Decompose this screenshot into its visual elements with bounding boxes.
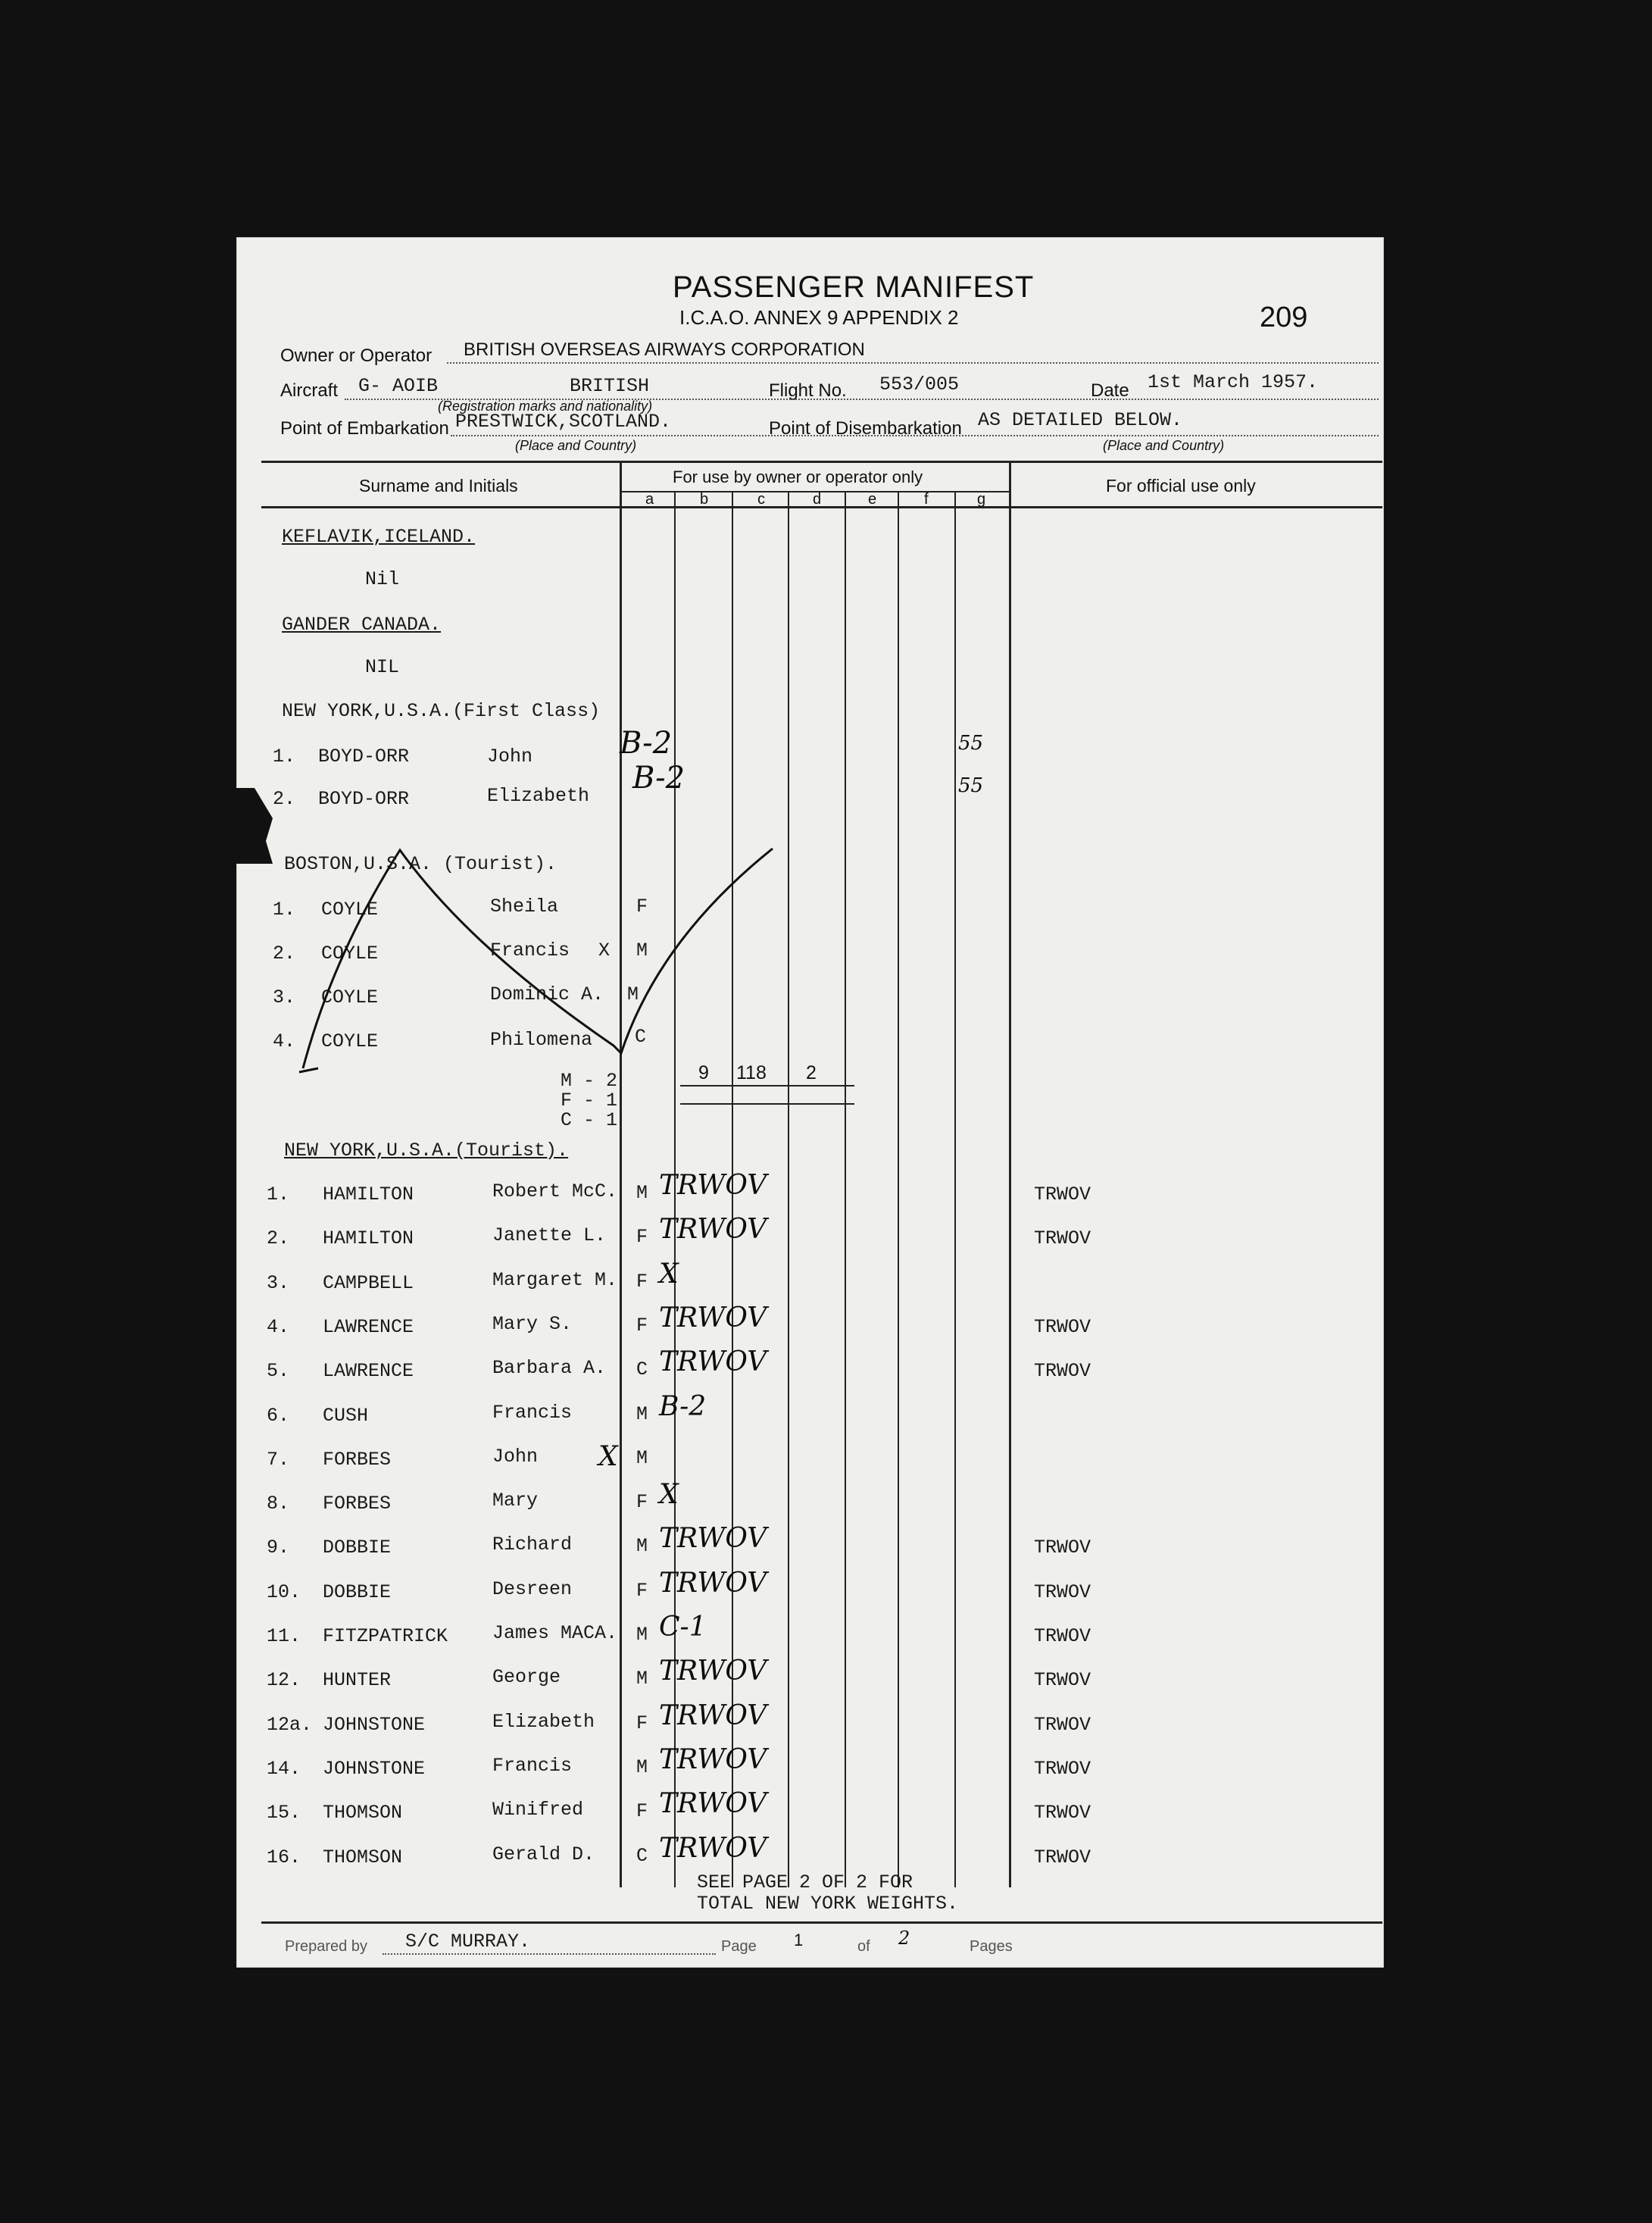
- row-num: 1.: [273, 899, 296, 921]
- row-official-value: TRWOV: [1034, 1360, 1091, 1382]
- row-mark: X: [598, 1441, 618, 1472]
- row-surname: HAMILTON: [323, 1227, 414, 1249]
- row-official-value: TRWOV: [1034, 1183, 1091, 1205]
- row-sex: F: [636, 1271, 648, 1293]
- row-surname: CAMPBELL: [323, 1272, 414, 1294]
- row-surname: CUSH: [323, 1405, 369, 1427]
- row-name: Mary S.: [492, 1313, 573, 1335]
- row-hand-note: TRWOV: [659, 1568, 767, 1599]
- total-female: F - 1: [561, 1090, 618, 1112]
- row-sex: M: [636, 1624, 648, 1646]
- row-surname: DOBBIE: [323, 1581, 392, 1603]
- page-stamp-number: 209: [1260, 302, 1308, 333]
- total-child: C - 1: [561, 1109, 618, 1131]
- row-surname: FORBES: [323, 1493, 392, 1515]
- row-surname: JOHNSTONE: [323, 1758, 426, 1780]
- col-letter-f: f: [924, 491, 929, 508]
- row-official-value: TRWOV: [1034, 1714, 1091, 1736]
- col-letter-a: a: [645, 491, 654, 508]
- row-hand-note: TRWOV: [659, 1744, 767, 1775]
- total-col-d: 2: [806, 1062, 817, 1083]
- total-col-b: 9: [698, 1062, 709, 1083]
- row-num: 14.: [267, 1758, 301, 1780]
- embark-value: PRESTWICK,SCOTLAND.: [455, 411, 672, 433]
- embark-label: Point of Embarkation: [280, 418, 449, 439]
- registration-note: (Registration marks and nationality): [438, 399, 653, 414]
- official-header: For official use only: [1106, 476, 1256, 496]
- row-name: Francis: [490, 940, 570, 961]
- gander-nil: NIL: [365, 656, 400, 678]
- row-name: Elizabeth: [487, 785, 590, 807]
- row-name: Mary: [492, 1490, 539, 1512]
- section-keflavik: KEFLAVIK,ICELAND.: [282, 526, 476, 548]
- row-surname: COYLE: [321, 1030, 379, 1052]
- footer-note-line2: TOTAL NEW YORK WEIGHTS.: [697, 1893, 959, 1915]
- row-name: Dominic A.: [490, 983, 604, 1005]
- col-letter-g: g: [977, 491, 986, 508]
- row-name: James MACA.: [492, 1622, 618, 1644]
- row-surname: COYLE: [321, 943, 379, 965]
- owner-use-header: For use by owner or operator only: [673, 467, 923, 486]
- page-label: Page: [721, 1938, 757, 1955]
- of-label: of: [857, 1938, 870, 1955]
- row-name: Philomena: [490, 1029, 593, 1051]
- row-hand-note: TRWOV: [659, 1170, 767, 1201]
- row-sex: M: [636, 1756, 648, 1778]
- owner-label: Owner or Operator: [280, 345, 433, 366]
- page-value: 1: [794, 1931, 804, 1949]
- row-num: 2.: [267, 1227, 290, 1249]
- row-name: Sheila: [490, 896, 559, 918]
- row-hand-note: B-2: [632, 761, 685, 796]
- row-name: Francis: [492, 1402, 573, 1424]
- row-name: George: [492, 1666, 561, 1688]
- section-ny-first: NEW YORK,U.S.A.(First Class): [282, 700, 601, 722]
- row-num: 2.: [273, 788, 296, 810]
- row-num: 5.: [267, 1360, 290, 1382]
- row-sex: F: [636, 1800, 648, 1822]
- row-num: 2.: [273, 943, 296, 965]
- row-num: 4.: [273, 1030, 296, 1052]
- row-hand-note: X: [659, 1479, 679, 1510]
- row-surname: FORBES: [323, 1449, 392, 1471]
- row-num: 8.: [267, 1493, 290, 1515]
- row-official-value: TRWOV: [1034, 1581, 1091, 1603]
- row-official-value: TRWOV: [1034, 1846, 1091, 1868]
- row-g-value: 55: [958, 732, 984, 755]
- total-col-c: 118: [736, 1062, 767, 1083]
- row-name: John: [492, 1446, 539, 1468]
- row-name: Gerald D.: [492, 1843, 595, 1865]
- row-surname: BOYD-ORR: [318, 746, 410, 768]
- pages-label: Pages: [970, 1938, 1013, 1955]
- section-gander: GANDER CANADA.: [282, 614, 442, 636]
- disembark-label: Point of Disembarkation: [769, 418, 962, 439]
- row-name: Desreen: [492, 1578, 573, 1600]
- row-official-value: TRWOV: [1034, 1758, 1091, 1780]
- row-sex: F: [636, 1580, 648, 1602]
- flight-label: Flight No.: [769, 380, 847, 401]
- row-mark: X: [598, 940, 611, 961]
- row-num: 16.: [267, 1846, 301, 1868]
- row-hand-note: TRWOV: [659, 1656, 767, 1687]
- row-g-value: 55: [958, 774, 984, 797]
- row-name: Francis: [492, 1755, 573, 1777]
- row-sex: F: [636, 1712, 648, 1734]
- keflavik-nil: Nil: [365, 568, 400, 590]
- row-official-value: TRWOV: [1034, 1669, 1091, 1691]
- section-ny-tourist: NEW YORK,U.S.A.(Tourist).: [284, 1140, 569, 1162]
- row-sex: M: [636, 1668, 648, 1690]
- of-value: 2: [898, 1928, 910, 1949]
- aircraft-value: G- AOIB: [358, 375, 439, 397]
- row-name: Richard: [492, 1534, 573, 1555]
- row-sex: C: [636, 1358, 648, 1380]
- row-official-value: TRWOV: [1034, 1802, 1091, 1824]
- row-num: 7.: [267, 1449, 290, 1471]
- row-official-value: TRWOV: [1034, 1625, 1091, 1647]
- row-hand-note: B-2: [620, 726, 673, 761]
- row-num: 11.: [267, 1625, 301, 1647]
- row-sex: M: [636, 1447, 648, 1469]
- row-sex: M: [636, 1403, 648, 1425]
- row-surname: LAWRENCE: [323, 1316, 414, 1338]
- row-hand-note: C-1: [659, 1612, 707, 1643]
- owner-value: BRITISH OVERSEAS AIRWAYS CORPORATION: [464, 339, 865, 360]
- row-num: 4.: [267, 1316, 290, 1338]
- date-label: Date: [1091, 380, 1129, 401]
- row-sex: F: [636, 1491, 648, 1513]
- row-name: Winifred: [492, 1799, 584, 1821]
- row-sex: M: [636, 1535, 648, 1557]
- col-letter-d: d: [813, 491, 822, 508]
- row-sex: M: [627, 983, 639, 1005]
- row-name: Elizabeth: [492, 1711, 595, 1733]
- page-title: PASSENGER MANIFEST: [673, 270, 1035, 304]
- row-hand-note: B-2: [659, 1391, 707, 1422]
- nationality-value: BRITISH: [570, 375, 650, 397]
- row-surname: LAWRENCE: [323, 1360, 414, 1382]
- row-hand-note: TRWOV: [659, 1788, 767, 1819]
- place-country-left: (Place and Country): [515, 438, 637, 453]
- row-surname: DOBBIE: [323, 1537, 392, 1559]
- place-country-right: (Place and Country): [1103, 438, 1225, 453]
- row-num: 15.: [267, 1802, 301, 1824]
- col-letter-c: c: [757, 491, 765, 508]
- row-num: 1.: [273, 746, 296, 768]
- row-surname: COYLE: [321, 899, 379, 921]
- prepared-label: Prepared by: [285, 1938, 367, 1955]
- row-official-value: TRWOV: [1034, 1537, 1091, 1559]
- row-hand-note: TRWOV: [659, 1833, 767, 1864]
- row-sex: F: [636, 1315, 648, 1337]
- total-male: M - 2: [561, 1070, 618, 1092]
- row-surname: COYLE: [321, 986, 379, 1008]
- row-name: John: [487, 746, 533, 768]
- row-hand-note: TRWOV: [659, 1302, 767, 1333]
- col-letter-b: b: [700, 491, 709, 508]
- row-surname: FITZPATRICK: [323, 1625, 448, 1647]
- row-name: Robert McC.: [492, 1180, 618, 1202]
- row-name: Margaret M.: [492, 1269, 618, 1291]
- row-sex: F: [636, 1226, 648, 1248]
- row-surname: THOMSON: [323, 1846, 403, 1868]
- row-num: 6.: [267, 1405, 290, 1427]
- row-surname: BOYD-ORR: [318, 788, 410, 810]
- row-official-value: TRWOV: [1034, 1316, 1091, 1338]
- row-sex: F: [636, 896, 648, 918]
- row-hand-note: TRWOV: [659, 1700, 767, 1731]
- row-num: 12.: [267, 1669, 301, 1691]
- row-sex: C: [635, 1026, 647, 1048]
- row-sex: M: [636, 940, 648, 961]
- flight-value: 553/005: [879, 374, 960, 396]
- row-hand-note: X: [659, 1258, 679, 1290]
- prepared-value: S/C MURRAY.: [405, 1931, 531, 1953]
- row-surname: THOMSON: [323, 1802, 403, 1824]
- row-hand-note: TRWOV: [659, 1214, 767, 1245]
- page-subtitle: I.C.A.O. ANNEX 9 APPENDIX 2: [679, 306, 959, 329]
- row-hand-note: TRWOV: [659, 1523, 767, 1554]
- row-num: 9.: [267, 1537, 290, 1559]
- footer-note-line1: SEE PAGE 2 OF 2 FOR: [697, 1871, 913, 1893]
- row-num: 10.: [267, 1581, 301, 1603]
- row-hand-note: TRWOV: [659, 1346, 767, 1377]
- row-surname: JOHNSTONE: [323, 1714, 426, 1736]
- row-sex: M: [636, 1182, 648, 1204]
- row-num: 3.: [273, 986, 296, 1008]
- date-value: 1st March 1957.: [1148, 371, 1319, 393]
- disembark-value: AS DETAILED BELOW.: [978, 409, 1183, 431]
- section-boston: BOSTON,U.S.A. (Tourist).: [284, 853, 557, 875]
- row-sex: C: [636, 1845, 648, 1867]
- aircraft-label: Aircraft: [280, 380, 339, 401]
- row-official-value: TRWOV: [1034, 1227, 1091, 1249]
- row-num: 1.: [267, 1183, 290, 1205]
- row-num: 3.: [267, 1272, 290, 1294]
- row-name: Janette L.: [492, 1224, 607, 1246]
- col-letter-e: e: [868, 491, 877, 508]
- row-surname: HUNTER: [323, 1669, 392, 1691]
- row-name: Barbara A.: [492, 1357, 607, 1379]
- surname-header: Surname and Initials: [359, 476, 518, 496]
- row-num: 12a.: [267, 1714, 313, 1736]
- row-surname: HAMILTON: [323, 1183, 414, 1205]
